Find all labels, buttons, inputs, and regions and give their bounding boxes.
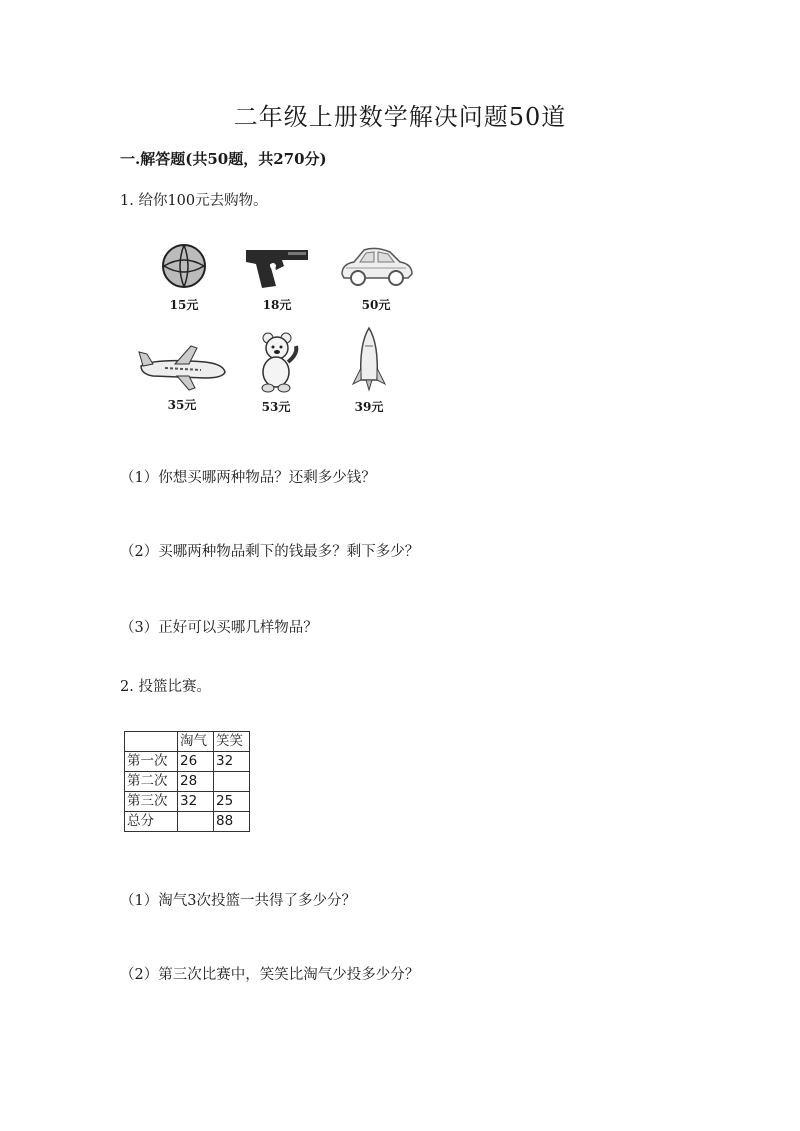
table-cell: 32 — [178, 792, 214, 812]
table-cell — [214, 772, 250, 792]
item-price: 39元 — [354, 400, 384, 414]
table-row — [125, 792, 250, 812]
score-table — [124, 731, 250, 832]
page-title: 二年级上册数学解决问题50道 — [233, 103, 567, 131]
item-price: 53元 — [261, 400, 291, 414]
table-cell: 第三次 — [125, 792, 178, 812]
table-cell: 第一次 — [125, 752, 178, 772]
table-cell: 32 — [214, 752, 250, 772]
table-header-cell: 淘气 — [178, 732, 214, 752]
ball-icon — [156, 240, 212, 292]
item-pistol — [222, 240, 332, 313]
table-cell — [178, 812, 214, 832]
item-rocket — [314, 326, 424, 415]
table-cell — [125, 732, 178, 752]
item-price: 50元 — [361, 298, 391, 312]
pistol-icon — [242, 240, 312, 292]
item-price: 18元 — [262, 298, 292, 312]
table-cell: 总分 — [125, 812, 178, 832]
table-cell: 88 — [214, 812, 250, 832]
table-header-cell: 笑笑 — [214, 732, 250, 752]
table-row — [125, 772, 250, 792]
problem-1-heading: 1. 给你100元去购物。 — [120, 193, 268, 209]
problem-1-question-1: （1）你想买哪两种物品？还剩多少钱？ — [120, 470, 376, 486]
table-cell: 25 — [214, 792, 250, 812]
table-row — [125, 812, 250, 832]
problem-1-question-2: （2）买哪两种物品剩下的钱最多？剩下多少？ — [120, 544, 420, 560]
table-cell: 第二次 — [125, 772, 178, 792]
section-heading: 一.解答题(共50题，共270分) — [120, 150, 327, 168]
table-row — [125, 752, 250, 772]
table-header-row — [125, 732, 250, 752]
table-cell: 26 — [178, 752, 214, 772]
problem-2-question-2: （2）第三次比赛中，笑笑比淘气少投多少分？ — [120, 967, 420, 983]
item-toy-car — [321, 240, 431, 313]
table-cell: 28 — [178, 772, 214, 792]
item-price: 15元 — [169, 298, 199, 312]
teddy-bear-icon — [246, 330, 306, 394]
rocket-icon — [349, 326, 389, 394]
airplane-icon — [135, 342, 229, 392]
problem-2-question-1: （1）淘气3次投篮一共得了多少分？ — [120, 893, 356, 909]
toy-car-icon — [336, 240, 416, 292]
item-price: 35元 — [167, 398, 197, 412]
problem-2-heading: 2. 投篮比赛。 — [120, 679, 211, 695]
problem-1-question-3: （3）正好可以买哪几样物品？ — [120, 620, 318, 636]
